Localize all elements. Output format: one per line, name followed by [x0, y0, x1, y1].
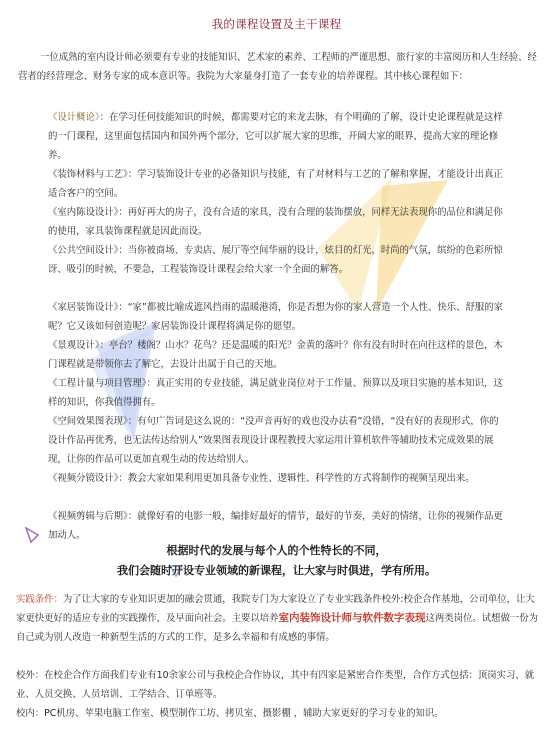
course-desc: ：再好再大的房子，没有合适的家具，没有合理的装饰摆放，同样无法表现你的品位和满足你的使用，家具装饰课程就是因此而设。: [48, 207, 503, 237]
course-name: 《公共空间设计》: [48, 245, 119, 256]
course-item: [48, 336, 506, 374]
course-item: [48, 469, 506, 488]
page-title: 我的课程设置及主干课程: [211, 17, 342, 31]
course-name: 《景观设计》: [48, 340, 100, 351]
intro-paragraph: 一位成熟的室内设计师必须要有专业的技能知识、艺术家的素养、工程师的严谨思想、旅行家的丰富阅历和人生经验、经营者的经营理念、财务专家的成本意识等。我院为大家量身打造了一套专业的培养课程。其中核心课程如下：: [18, 52, 537, 82]
practice-text-1: 为了让大家的专业知识更加的融会贯通，我院专门为大家设立了专业实践条件校外:校企合作基地，公司单位，让大家更快更好的适应专业的实践操作，及早面向社会。主要以培养: [16, 594, 535, 624]
course-name: 《室内陈设设计》: [48, 207, 119, 218]
course-name: 《空间效果图表现》: [48, 416, 128, 427]
oncampus-paragraph: 校内：PC机房、苹果电脑工作室、模型制作工坊、拷贝室、摄影棚 ，辅助大家更好的学习专业的知识。: [16, 708, 444, 719]
offcampus-paragraph: 校外：在校企合作方面我们专业有10余家公司与我校企合作协议，其中有四家是紧密合作类型，合作方式包括：顶岗实习、就业、人员交换、人员培训、工学结合、订单班等。: [16, 670, 535, 700]
course-item: [48, 412, 506, 469]
course-name: 《视频分镜设计》: [48, 473, 119, 484]
practice-highlight: 室内装饰设计师与软件数字表现: [278, 612, 426, 624]
course-desc: ：亭台？楼阁？山水？花鸟？还是温暖的阳光？金黄的落叶？你有没有时时在向往这样的景色，木门课程就是带领你去了解它，去设计出属于自己的天地。: [48, 340, 503, 370]
slogan-line-1: 根据时代的发展与每个人的个性特长的不同，: [166, 544, 387, 557]
course-item: [48, 507, 506, 545]
course-desc: ：学习装饰设计专业的必备知识与技能，有了对材料与工艺的了解和掌握，才能设计出真正适合客户的空间。: [48, 169, 503, 199]
course-desc: ：在学习任何技能知识的时候，都需要对它的来龙去脉，有个明确的了解，设计史论课程就是这样的一门课程，这里面包括国内和国外两个部分，它可以扩展大家的思维，开阔大家的眼界，提高大家的理论修养。: [48, 112, 503, 161]
course-desc: ：真正实用的专业技能，满足就业岗位对于工作量、预算以及项目实施的基本知识，这样的知识，你我值得拥有。: [48, 378, 503, 408]
practice-paragraph: [16, 590, 540, 647]
course-item: [48, 108, 506, 165]
practice-label: 实践条件：: [16, 594, 63, 605]
course-item: [48, 241, 506, 279]
course-item: [48, 298, 506, 336]
course-item: [48, 203, 506, 241]
course-desc: ：“家”都被比喻成遮风挡雨的温暖港湾，你是否想为你的家人营造一个人性、快乐、舒服的家呢？它又该如何创造呢？家居装饰设计课程将满足你的愿望。: [48, 302, 504, 332]
course-name: 《设计概论》: [48, 112, 100, 123]
course-item: [48, 165, 506, 203]
course-desc: ：有句广告词是这么说的：“没声音再好的戏也没办法看”没错，“没有好的表现形式，你的设计作品再优秀，也无法传达给别人”效果图表现设计课程教授大家运用计算机软件等辅助技术完成效果的展现，让你的作品可以更加直观生动的传达给别人。: [48, 416, 499, 465]
course-item: [48, 374, 506, 412]
course-name: 《家居装饰设计》: [48, 302, 119, 313]
course-name: 《视频剪辑与后期》: [48, 511, 128, 522]
slogan-line-2: 我们会随时开设专业领域的新课程，让大家与时俱进，学有所用。: [117, 564, 436, 577]
course-desc: ：当你被商场、专卖店、展厅等空间华丽的设计，炫目的灯光，时尚的气氛，缤纷的色彩所惊讶、吸引的时候，不要急，工程装饰设计课程会给大家一个全面的解答。: [48, 245, 503, 275]
course-desc: ：教会大家如果利用更加具备专业性、逻辑性、科学性的方式将制作的视频呈现出来。: [118, 473, 475, 484]
course-name: 《工程计量与项目管理》: [48, 378, 147, 389]
course-name: 《装饰材料与工艺》: [48, 169, 128, 180]
practice-text-2: 这两类岗位。试想做一份为自己或为别人改造一种新型生活的方式的工作，是多么幸福和有成感的事情。: [16, 613, 539, 643]
course-desc: ：就像好看的电影一般，编排好最好的情节，最好的节奏，美好的情绪，让你的视频作品更加动人。: [48, 511, 503, 541]
